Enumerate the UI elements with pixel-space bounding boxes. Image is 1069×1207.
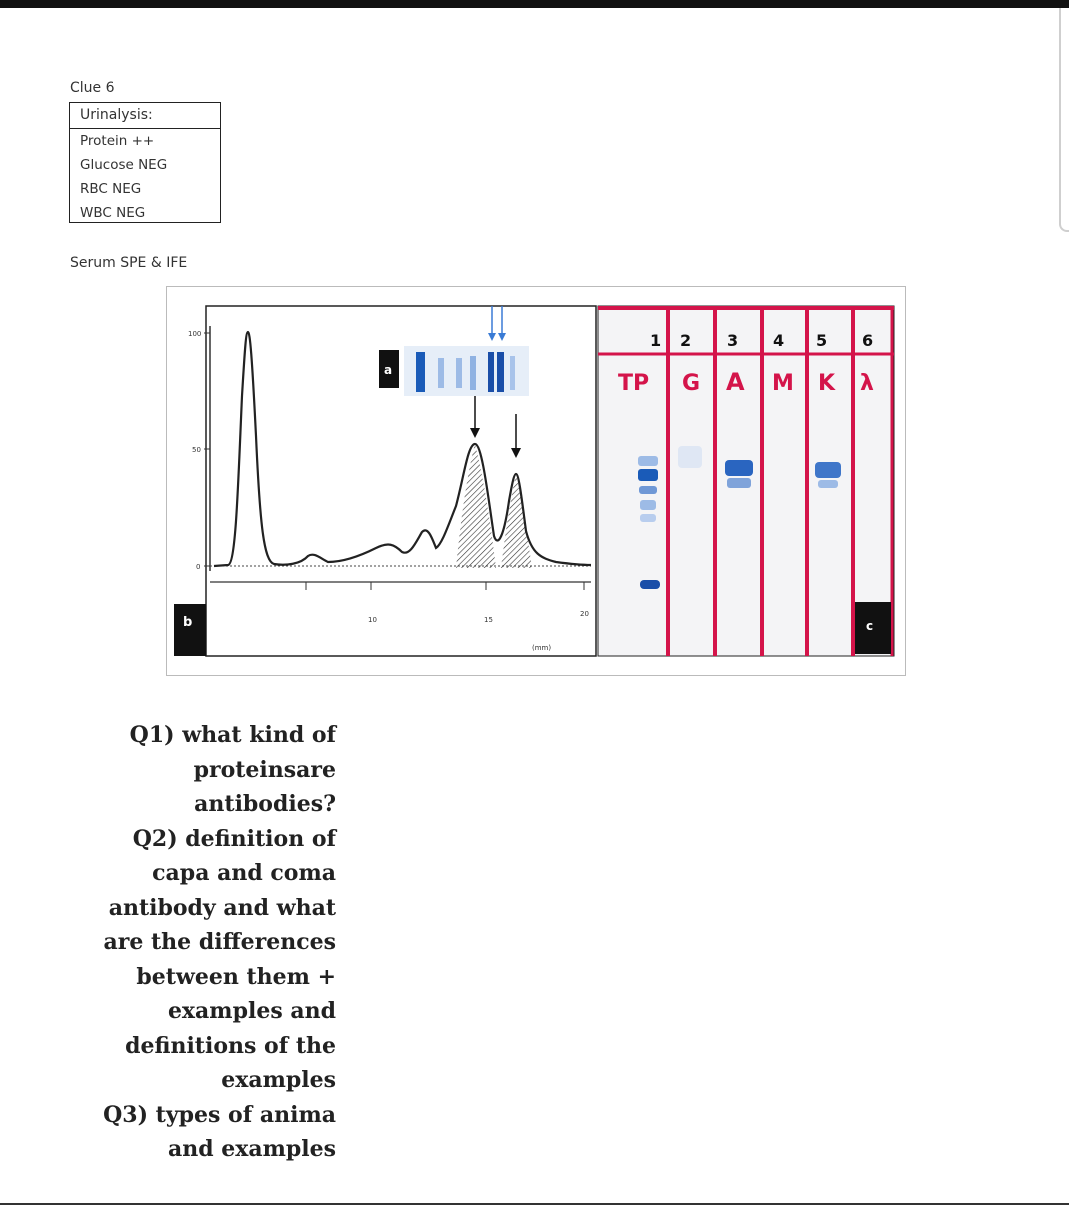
urinalysis-row: WBC NEG (80, 205, 146, 221)
urinalysis-header: Urinalysis: (70, 103, 220, 129)
ife-band (727, 478, 751, 488)
question-line: Q2) definition of (132, 825, 336, 852)
question-line: between them + (136, 963, 336, 990)
ife-band (638, 469, 658, 481)
question-line: antibodies? (194, 791, 336, 817)
ife-band (640, 514, 656, 522)
lane-label: A (726, 368, 745, 396)
urinalysis-row: Glucose NEG (80, 157, 168, 173)
ife-band (725, 460, 753, 476)
inset-label: a (384, 363, 393, 377)
ife-band (818, 480, 838, 488)
spe-plot-box (206, 306, 596, 656)
spe-x-unit: (mm) (532, 644, 552, 652)
top-bar (0, 0, 1069, 8)
serum-label: Serum SPE & IFE (70, 255, 188, 271)
lane-number: 6 (862, 331, 874, 350)
urinalysis-row: RBC NEG (80, 181, 142, 197)
gel-band (510, 356, 515, 390)
question-line: definitions of the (125, 1032, 336, 1059)
spe-x-label: 10 (368, 616, 377, 624)
question-line: Q3) types of anima (103, 1101, 336, 1128)
ife-band (640, 500, 656, 510)
spe-y-label: 0 (196, 563, 201, 571)
gel-band (456, 358, 462, 388)
lane-number: 4 (773, 331, 785, 350)
lane-label: M (772, 371, 794, 396)
spe-ife-figure (166, 286, 906, 676)
question-line: antibody and what (108, 894, 336, 921)
lane-label: G (682, 371, 701, 396)
ife-band (678, 446, 702, 468)
lane-number: 2 (680, 331, 692, 350)
question-line: Q1) what kind of (129, 722, 336, 748)
lane-label: λ (860, 371, 874, 396)
gel-band (488, 352, 494, 392)
panel-b-label: b (183, 615, 193, 630)
ife-band (638, 456, 658, 466)
question-line: and examples (167, 1136, 336, 1162)
question-line: examples and (167, 998, 336, 1024)
lane-number: 1 (650, 331, 662, 350)
page-edge (1059, 8, 1069, 232)
lane-number: 3 (727, 331, 739, 350)
question-line: are the differences (103, 929, 336, 955)
lane-label: K (818, 371, 836, 396)
ife-panel (598, 306, 894, 656)
spe-x-label: 15 (484, 616, 493, 624)
gel-band (416, 352, 425, 392)
urinalysis-row: Protein ++ (80, 133, 155, 149)
clue-title: Clue 6 (70, 80, 115, 96)
question-line: capa and coma (152, 860, 336, 886)
gel-band (438, 358, 444, 388)
gel-band (470, 356, 476, 390)
bottom-rule (0, 1203, 1069, 1205)
spe-y-label: 50 (192, 446, 201, 454)
questions-block (80, 718, 336, 1167)
ife-band (640, 580, 660, 589)
lane-label: TP (618, 371, 650, 396)
gel-band (497, 352, 504, 392)
urinalysis-table (69, 102, 221, 223)
ife-band (639, 486, 657, 494)
lane-number: 5 (816, 331, 828, 350)
spe-y-label: 100 (188, 330, 202, 338)
spe-panel (174, 306, 596, 656)
question-line: proteinsare (193, 756, 336, 783)
ife-band (815, 462, 841, 478)
question-line: examples (221, 1067, 336, 1093)
panel-b-label-box (174, 604, 206, 656)
panel-c-label: c (866, 619, 874, 633)
spe-x-label: 20 (580, 610, 589, 618)
